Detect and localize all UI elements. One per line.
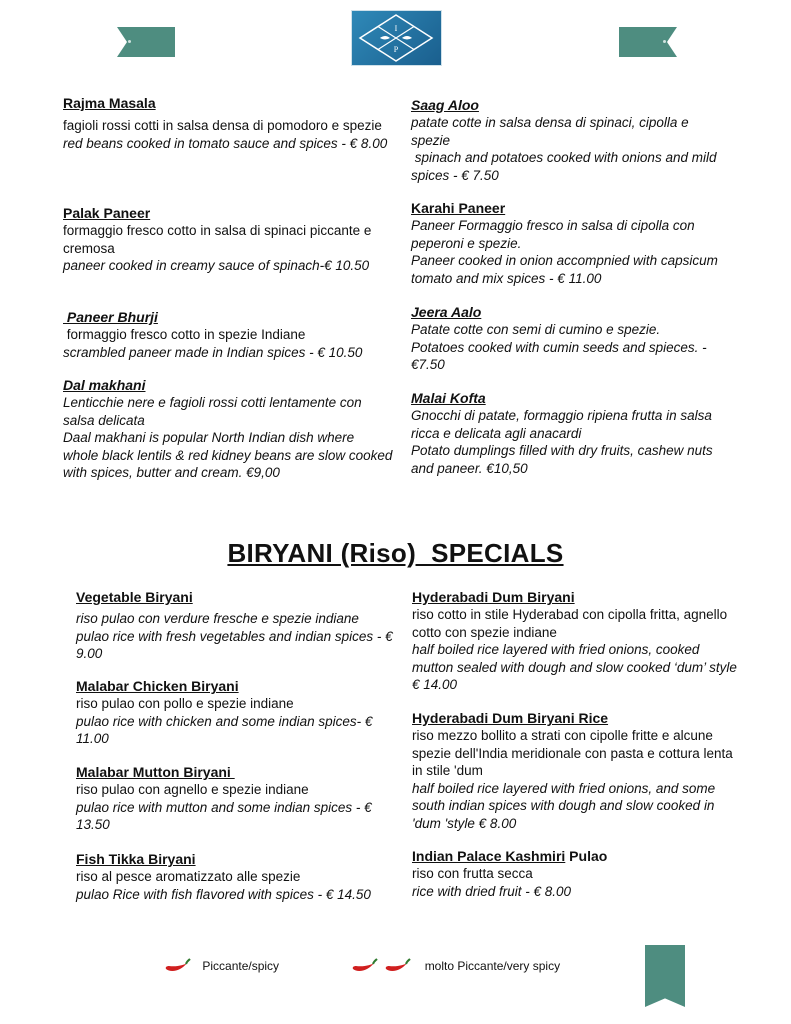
dish-name-row xyxy=(412,848,738,865)
dish-description-it: Patate cotte con semi di cumino e spezie. xyxy=(411,322,661,337)
dish-description-it: formaggio fresco cotto in salsa di spinaci piccante e cremosa xyxy=(63,223,372,256)
legend-very-spicy xyxy=(350,958,560,974)
menu-item-saag-aloo xyxy=(411,97,731,184)
dish-name: Jeera Aalo xyxy=(411,304,482,320)
dish-description-en: pulao rice with chicken and some indian spices- € 11.00 xyxy=(76,713,373,746)
dish-description-en: pulao Rice with fish flavored with spices - € 14.50 xyxy=(76,886,371,902)
menu-item-fish-tikka-biryani xyxy=(76,851,401,903)
menu-item-kashmiri-pulao xyxy=(412,848,738,900)
menu-item-vegetable-biryani xyxy=(76,589,398,663)
dish-description-en: Paneer cooked in onion accompnied with capsicum tomato and mix spices - € 11.00 xyxy=(411,253,718,286)
dish-name: Hyderabadi Dum Biryani Rice xyxy=(412,710,609,726)
menu-item-hyderabadi-dum-biryani xyxy=(412,589,738,694)
legend-spicy-label: Piccante/spicy xyxy=(202,959,280,973)
dish-name: Hyderabadi Dum Biryani xyxy=(412,589,575,605)
dish-description-en: spinach and potatoes cooked with onions and mild spices - € 7.50 xyxy=(411,150,721,183)
dish-description-en: Daal makhani is popular North Indian dish where whole black lentils & red kidney beans are slow cooked with spices, butter and cream. €9,00 xyxy=(63,430,393,480)
restaurant-logo xyxy=(351,10,442,66)
dish-name: Malai Kofta xyxy=(411,390,486,406)
chili-icon xyxy=(383,958,411,974)
dish-description-it: patate cotte in salsa densa di spinaci, cipolla e spezie xyxy=(411,115,689,148)
left-ribbon-decoration xyxy=(117,27,175,57)
dish-description-it: Lenticchie nere e fagioli rossi cotti lentamente con salsa delicata xyxy=(63,395,362,428)
section-title-biryani: BIRYANI (Riso) SPECIALS xyxy=(227,538,564,568)
dish-description-it: riso cotto in stile Hyderabad con cipolla fritta, agnello cotto con spezie indiane xyxy=(412,607,728,640)
dish-description-en: scrambled paneer made in Indian spices - € 10.50 xyxy=(63,344,363,360)
dish-description-it: riso pulao con pollo e spezie indiane xyxy=(76,696,294,711)
dish-description-en: pulao rice with fresh vegetables and indian spices - € 9.00 xyxy=(76,628,393,661)
dish-description-it: formaggio fresco cotto in spezie Indiane xyxy=(63,327,306,342)
logo-letter-i: I xyxy=(394,24,398,33)
menu-item-jeera-aalo xyxy=(411,304,731,374)
menu-item-malai-kofta xyxy=(411,390,731,477)
dish-description-it: fagioli rossi cotti in salsa densa di pomodoro e spezie xyxy=(63,118,382,133)
dish-description-en: Potato dumplings filled with dry fruits, cashew nuts and paneer. €10,50 xyxy=(411,443,713,476)
dish-name: Rajma Masala xyxy=(63,95,156,111)
menu-item-paneer-bhurji xyxy=(63,309,398,361)
legend-spicy xyxy=(163,958,279,974)
menu-item-malabar-chicken-biryani xyxy=(76,678,398,748)
dish-description-it: riso pulao con agnello e spezie indiane xyxy=(76,782,309,797)
menu-item-dal-makhani xyxy=(63,377,393,482)
dish-description-it: Gnocchi di patate, formaggio ripiena frutta in salsa ricca e delicata agli anacardi xyxy=(411,408,712,441)
menu-item-palak-paneer xyxy=(63,205,393,275)
legend-very-spicy-label: molto Piccante/very spicy xyxy=(424,959,561,973)
dish-description-it: riso al pesce aromatizzato alle spezie xyxy=(76,869,301,884)
dish-description-en: rice with dried fruit - € 8.00 xyxy=(412,883,572,899)
menu-item-hyderabadi-dum-biryani-rice xyxy=(412,710,738,832)
dish-name: Fish Tikka Biryani xyxy=(76,851,196,867)
logo-letter-p: P xyxy=(393,45,399,54)
dish-description-en: red beans cooked in tomato sauce and spices - € 8.00 xyxy=(63,135,388,151)
dish-name: Indian Palace Kashmiri xyxy=(412,848,566,864)
chili-icon xyxy=(163,958,191,974)
dish-description-en: half boiled rice layered with fried onions, cooked mutton sealed with dough and slow cooked ‘dum’ style € 14.00 xyxy=(412,642,737,692)
dish-description-it: riso con frutta secca xyxy=(412,866,533,881)
dish-name: Paneer Bhurji xyxy=(63,309,158,325)
dish-name: Vegetable Biryani xyxy=(76,589,193,605)
chili-icon xyxy=(350,958,378,974)
dish-description-it: Paneer Formaggio fresco in salsa di cipolla con peperoni e spezie. xyxy=(411,218,695,251)
menu-item-karahi-paneer xyxy=(411,200,731,287)
dish-description-en: half boiled rice layered with fried onions, and some south indian spices with dough and slow cooked in 'dum 'style € 8.00 xyxy=(412,780,716,831)
dish-name: Karahi Paneer xyxy=(411,200,506,216)
dish-name-suffix: Pulao xyxy=(565,848,608,864)
bookmark-decoration xyxy=(645,945,685,1007)
dish-name: Palak Paneer xyxy=(63,205,151,221)
right-ribbon-decoration xyxy=(619,27,677,57)
menu-item-malabar-mutton-biryani xyxy=(76,764,398,834)
dish-name: Dal makhani xyxy=(63,377,146,393)
dish-name: Malabar Chicken Biryani xyxy=(76,678,239,694)
dish-description-it: riso pulao con verdure fresche e spezie indiane xyxy=(76,611,359,626)
dish-name: Saag Aloo xyxy=(411,97,479,113)
menu-item-rajma-masala xyxy=(63,95,393,152)
dish-name: Malabar Mutton Biryani xyxy=(76,764,235,780)
dish-description-it: riso mezzo bollito a strati con cipolle fritte e alcune spezie dell'India meridionale con pasta e cottura lenta in stile 'dum xyxy=(412,728,733,778)
dish-description-en: paneer cooked in creamy sauce of spinach-€ 10.50 xyxy=(63,258,370,273)
dish-description-en: Potatoes cooked with cumin seeds and spieces. -€7.50 xyxy=(411,339,707,372)
dish-description-en: pulao rice with mutton and some indian spices - € 13.50 xyxy=(76,799,372,832)
